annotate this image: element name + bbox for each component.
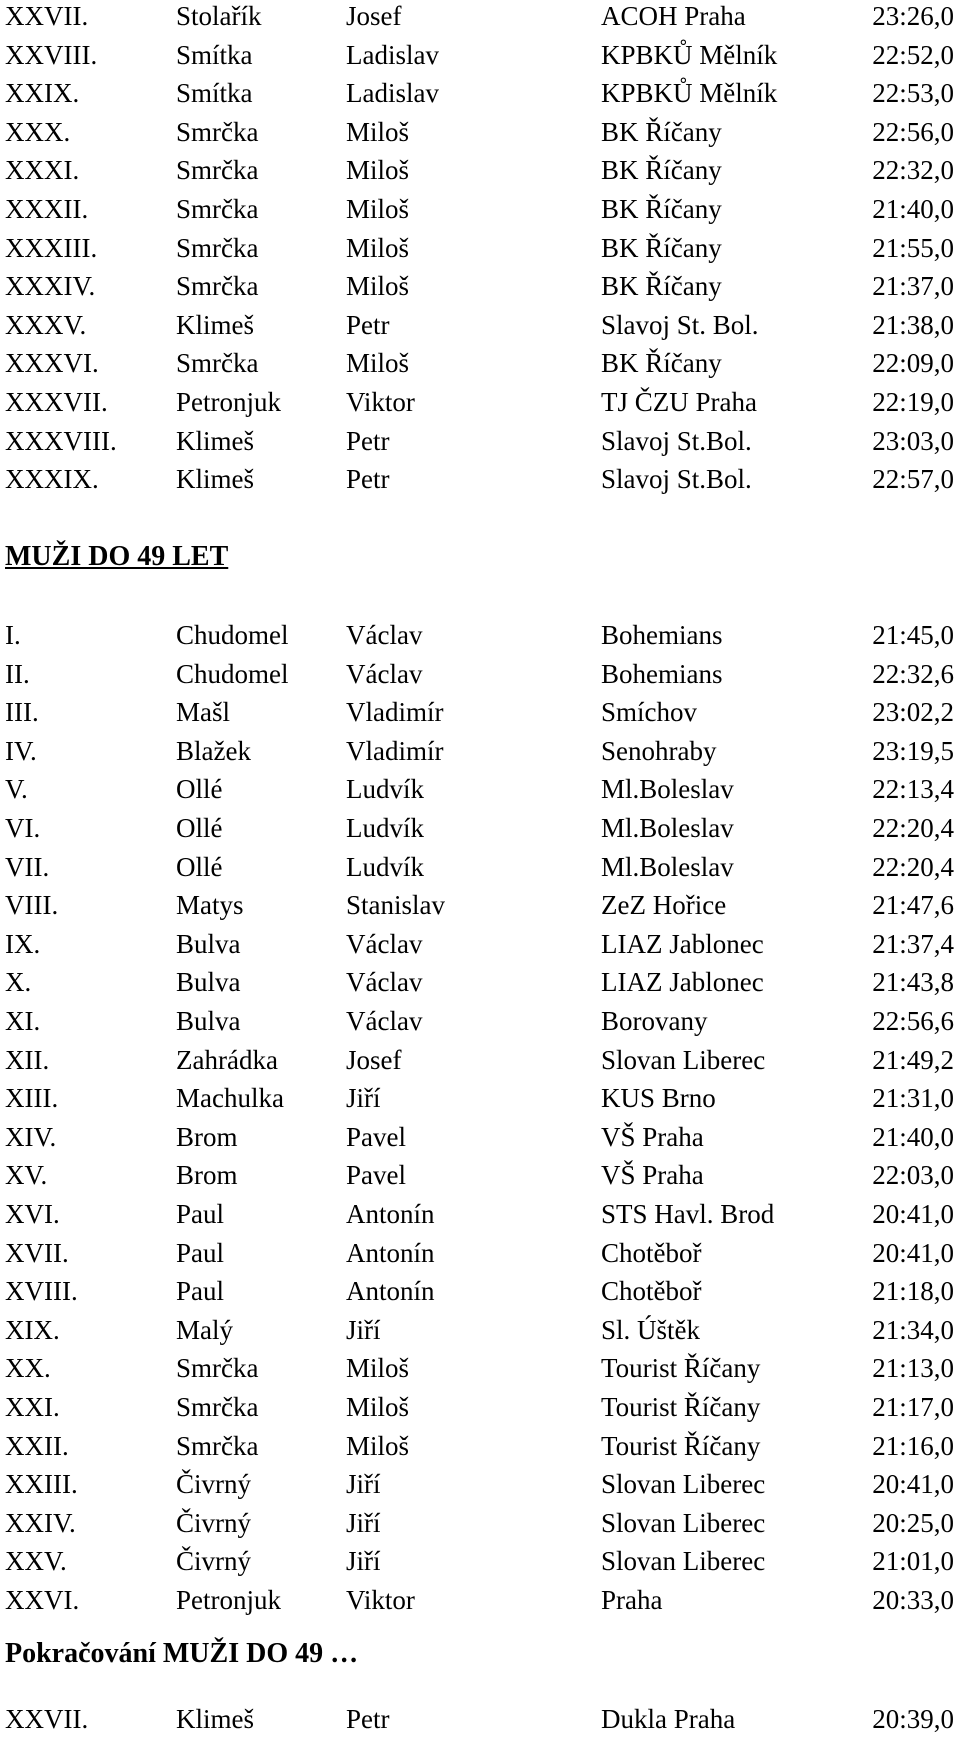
time-cell: 21:17,0 [872, 1392, 954, 1422]
surname-cell: Smítka [176, 78, 253, 109]
time-cell: 22:20,4 [872, 813, 954, 843]
surname-cell: Smrčka [176, 1392, 259, 1422]
table-row [0, 848, 960, 886]
rank-cell: XXVIII. [5, 39, 98, 70]
firstname-cell: Miloš [346, 1430, 410, 1461]
surname-cell: Bulva [176, 1006, 241, 1036]
time-cell: 20:41,0 [872, 1237, 954, 1268]
section-heading-men-under-49: MUŽI DO 49 LET [5, 541, 229, 572]
rank-cell: XXXI. [5, 155, 80, 186]
firstname-cell: Miloš [346, 1392, 410, 1422]
firstname-cell: Ladislav [346, 39, 439, 70]
firstname-cell: Josef [346, 1, 402, 31]
surname-cell: Smrčka [176, 348, 259, 379]
table-row [0, 460, 960, 498]
club-cell: Ml.Boleslav [601, 813, 734, 843]
firstname-cell: Josef [346, 1044, 402, 1075]
surname-cell: Stolařík [176, 1, 262, 31]
surname-cell: Matys [176, 890, 244, 921]
table-row [0, 1427, 960, 1465]
time-cell: 22:03,0 [872, 1160, 954, 1191]
club-cell: Slovan Liberec [601, 1044, 766, 1075]
rank-cell: III. [5, 697, 39, 728]
surname-cell: Machulka [176, 1083, 284, 1114]
rank-cell: XXXII. [5, 194, 89, 224]
rank-cell: XXIX. [5, 78, 80, 109]
table-row [0, 1465, 960, 1503]
surname-cell: Smrčka [176, 1353, 259, 1384]
rank-cell: XVIII. [5, 1276, 78, 1307]
table-row [0, 925, 960, 963]
time-cell: 20:33,0 [872, 1585, 954, 1615]
rank-cell: XI. [5, 1006, 41, 1036]
rank-cell: XXVII. [5, 1704, 89, 1734]
time-cell: 22:19,0 [872, 387, 954, 417]
table-row [0, 886, 960, 924]
rank-cell: VIII. [5, 890, 59, 921]
club-cell: LIAZ Jablonec [601, 967, 764, 998]
time-cell: 22:56,0 [872, 116, 954, 147]
table-row [0, 655, 960, 693]
firstname-cell: Miloš [346, 1353, 410, 1384]
firstname-cell: Jiří [346, 1314, 381, 1345]
surname-cell: Čivrný [176, 1507, 252, 1538]
club-cell: Slovan Liberec [601, 1546, 766, 1577]
time-cell: 21:40,0 [872, 1121, 954, 1152]
rank-cell: XXI. [5, 1392, 60, 1422]
rank-cell: II. [5, 658, 30, 689]
firstname-cell: Ludvík [346, 774, 424, 805]
firstname-cell: Viktor [346, 387, 415, 417]
table-row [0, 267, 960, 305]
club-cell: BK Říčany [601, 232, 722, 263]
firstname-cell: Miloš [346, 116, 410, 147]
firstname-cell: Miloš [346, 194, 410, 224]
club-cell: ACOH Praha [601, 1, 746, 31]
table-row [0, 74, 960, 112]
club-cell: Chotěboř [601, 1276, 702, 1307]
rank-cell: XXX. [5, 116, 71, 147]
club-cell: TJ ČZU Praha [601, 387, 757, 417]
firstname-cell: Miloš [346, 271, 410, 302]
time-cell: 21:37,4 [872, 928, 954, 959]
firstname-cell: Antonín [346, 1276, 435, 1307]
surname-cell: Paul [176, 1199, 225, 1229]
club-cell: Smíchov [601, 697, 698, 728]
time-cell: 20:25,0 [872, 1507, 954, 1538]
table-row [0, 1234, 960, 1272]
club-cell: Senohraby [601, 735, 717, 766]
surname-cell: Klimeš [176, 1704, 254, 1734]
club-cell: Bohemians [601, 620, 723, 650]
firstname-cell: Petr [346, 1704, 390, 1734]
club-cell: LIAZ Jablonec [601, 928, 764, 959]
club-cell: ZeZ Hořice [601, 890, 727, 921]
surname-cell: Zahrádka [176, 1044, 278, 1075]
club-cell: Dukla Praha [601, 1704, 736, 1734]
rank-cell: XXII. [5, 1430, 69, 1461]
club-cell: Sl. Úštěk [601, 1314, 701, 1345]
rank-cell: XXIV. [5, 1507, 76, 1538]
rank-cell: XXXVII. [5, 387, 108, 417]
time-cell: 22:52,0 [872, 39, 954, 70]
time-cell: 20:41,0 [872, 1469, 954, 1500]
time-cell: 21:01,0 [872, 1546, 954, 1577]
time-cell: 21:47,6 [872, 890, 954, 921]
firstname-cell: Jiří [346, 1507, 381, 1538]
table-row [0, 1311, 960, 1349]
surname-cell: Smrčka [176, 232, 259, 263]
rank-cell: XXIII. [5, 1469, 78, 1500]
club-cell: Praha [601, 1585, 663, 1615]
surname-cell: Paul [176, 1237, 225, 1268]
firstname-cell: Ladislav [346, 78, 439, 109]
club-cell: BK Říčany [601, 271, 722, 302]
firstname-cell: Petr [346, 425, 390, 456]
club-cell: Slavoj St.Bol. [601, 464, 752, 495]
rank-cell: VI. [5, 813, 41, 843]
table-row [0, 383, 960, 421]
club-cell: Ml.Boleslav [601, 774, 734, 805]
rank-cell: XXXIII. [5, 232, 98, 263]
firstname-cell: Antonín [346, 1237, 435, 1268]
table-row [0, 1388, 960, 1426]
time-cell: 22:56,6 [872, 1006, 954, 1036]
firstname-cell: Vladimír [346, 697, 444, 728]
surname-cell: Smítka [176, 39, 253, 70]
table-row [0, 770, 960, 808]
surname-cell: Bulva [176, 967, 241, 998]
time-cell: 20:39,0 [872, 1704, 954, 1734]
firstname-cell: Pavel [346, 1121, 406, 1152]
rank-cell: XIX. [5, 1314, 60, 1345]
time-cell: 22:32,6 [872, 658, 954, 689]
rank-cell: XVI. [5, 1199, 60, 1229]
club-cell: BK Říčany [601, 155, 722, 186]
section-heading-continuation: Pokračování MUŽI DO 49 … [5, 1638, 359, 1669]
club-cell: Borovany [601, 1006, 708, 1036]
firstname-cell: Václav [346, 928, 423, 959]
club-cell: Ml.Boleslav [601, 851, 734, 882]
surname-cell: Klimeš [176, 309, 254, 340]
rank-cell: V. [5, 774, 28, 805]
surname-cell: Ollé [176, 813, 223, 843]
rank-cell: XXXVIII. [5, 425, 117, 456]
time-cell: 21:13,0 [872, 1353, 954, 1384]
time-cell: 20:41,0 [872, 1199, 954, 1229]
rank-cell: X. [5, 967, 32, 998]
firstname-cell: Václav [346, 967, 423, 998]
rank-cell: IV. [5, 735, 37, 766]
time-cell: 21:40,0 [872, 194, 954, 224]
table-row [0, 344, 960, 382]
firstname-cell: Václav [346, 658, 423, 689]
time-cell: 21:49,2 [872, 1044, 954, 1075]
club-cell: Chotěboř [601, 1237, 702, 1268]
club-cell: KPBKŮ Mělník [601, 78, 778, 109]
table-row [0, 1272, 960, 1310]
firstname-cell: Miloš [346, 232, 410, 263]
time-cell: 21:43,8 [872, 967, 954, 998]
surname-cell: Mašl [176, 697, 230, 728]
table-row [0, 1542, 960, 1580]
rank-cell: VII. [5, 851, 50, 882]
table-row [0, 1118, 960, 1156]
firstname-cell: Jiří [346, 1546, 381, 1577]
table-row [0, 1581, 960, 1619]
club-cell: KPBKŮ Mělník [601, 39, 778, 70]
table-row [0, 422, 960, 460]
table-row [0, 113, 960, 151]
table-row [0, 36, 960, 74]
table-row [0, 1002, 960, 1040]
surname-cell: Čivrný [176, 1469, 252, 1500]
surname-cell: Smrčka [176, 1430, 259, 1461]
surname-cell: Petronjuk [176, 1585, 281, 1615]
rank-cell: I. [5, 620, 21, 650]
firstname-cell: Viktor [346, 1585, 415, 1615]
rank-cell: IX. [5, 928, 41, 959]
club-cell: Bohemians [601, 658, 723, 689]
time-cell: 23:03,0 [872, 425, 954, 456]
club-cell: KUS Brno [601, 1083, 716, 1114]
surname-cell: Smrčka [176, 116, 259, 147]
firstname-cell: Jiří [346, 1469, 381, 1500]
club-cell: Tourist Říčany [601, 1392, 761, 1422]
firstname-cell: Petr [346, 464, 390, 495]
time-cell: 23:26,0 [872, 1, 954, 31]
firstname-cell: Stanislav [346, 890, 445, 921]
time-cell: 21:55,0 [872, 232, 954, 263]
club-cell: VŠ Praha [601, 1160, 704, 1191]
firstname-cell: Ludvík [346, 813, 424, 843]
time-cell: 22:57,0 [872, 464, 954, 495]
table-row [0, 809, 960, 847]
firstname-cell: Pavel [346, 1160, 406, 1191]
club-cell: Tourist Říčany [601, 1353, 761, 1384]
time-cell: 21:31,0 [872, 1083, 954, 1114]
firstname-cell: Jiří [346, 1083, 381, 1114]
surname-cell: Paul [176, 1276, 225, 1307]
time-cell: 21:34,0 [872, 1314, 954, 1345]
firstname-cell: Petr [346, 309, 390, 340]
surname-cell: Klimeš [176, 425, 254, 456]
time-cell: 21:18,0 [872, 1276, 954, 1307]
surname-cell: Brom [176, 1160, 238, 1191]
rank-cell: XXXIV. [5, 271, 96, 302]
club-cell: Slovan Liberec [601, 1469, 766, 1500]
table-row [0, 1156, 960, 1194]
club-cell: Slavoj St. Bol. [601, 309, 759, 340]
rank-cell: XXXV. [5, 309, 87, 340]
time-cell: 21:16,0 [872, 1430, 954, 1461]
time-cell: 23:19,5 [872, 735, 954, 766]
club-cell: Slovan Liberec [601, 1507, 766, 1538]
time-cell: 22:53,0 [872, 78, 954, 109]
table-row [0, 151, 960, 189]
table-row [0, 1041, 960, 1079]
table-row [0, 693, 960, 731]
rank-cell: XII. [5, 1044, 50, 1075]
surname-cell: Smrčka [176, 194, 259, 224]
time-cell: 21:45,0 [872, 620, 954, 650]
table-row [0, 1700, 960, 1738]
firstname-cell: Václav [346, 620, 423, 650]
table-row [0, 306, 960, 344]
club-cell: BK Říčany [601, 116, 722, 147]
firstname-cell: Miloš [346, 155, 410, 186]
surname-cell: Ollé [176, 851, 223, 882]
surname-cell: Blažek [176, 735, 251, 766]
rank-cell: XXV. [5, 1546, 67, 1577]
club-cell: BK Říčany [601, 194, 722, 224]
rank-cell: XXVI. [5, 1585, 80, 1615]
firstname-cell: Miloš [346, 348, 410, 379]
club-cell: STS Havl. Brod [601, 1199, 775, 1229]
time-cell: 23:02,2 [872, 697, 954, 728]
table-row [0, 0, 960, 35]
surname-cell: Smrčka [176, 271, 259, 302]
surname-cell: Bulva [176, 928, 241, 959]
table-row [0, 1349, 960, 1387]
rank-cell: XIV. [5, 1121, 57, 1152]
rank-cell: XXXVI. [5, 348, 99, 379]
surname-cell: Malý [176, 1314, 233, 1345]
table-row [0, 1079, 960, 1117]
rank-cell: XXVII. [5, 1, 89, 31]
club-cell: Tourist Říčany [601, 1430, 761, 1461]
surname-cell: Chudomel [176, 658, 289, 689]
surname-cell: Ollé [176, 774, 223, 805]
rank-cell: XX. [5, 1353, 51, 1384]
table-row [0, 229, 960, 267]
table-row [0, 1195, 960, 1233]
time-cell: 22:13,4 [872, 774, 954, 805]
table-row [0, 732, 960, 770]
surname-cell: Petronjuk [176, 387, 281, 417]
surname-cell: Čivrný [176, 1546, 252, 1577]
surname-cell: Klimeš [176, 464, 254, 495]
rank-cell: XXXIX. [5, 464, 99, 495]
time-cell: 21:37,0 [872, 271, 954, 302]
firstname-cell: Ludvík [346, 851, 424, 882]
table-row [0, 1504, 960, 1542]
firstname-cell: Vladimír [346, 735, 444, 766]
time-cell: 22:32,0 [872, 155, 954, 186]
surname-cell: Brom [176, 1121, 238, 1152]
time-cell: 21:38,0 [872, 309, 954, 340]
rank-cell: XV. [5, 1160, 48, 1191]
surname-cell: Chudomel [176, 620, 289, 650]
table-row [0, 963, 960, 1001]
firstname-cell: Antonín [346, 1199, 435, 1229]
club-cell: Slavoj St.Bol. [601, 425, 752, 456]
table-row [0, 190, 960, 228]
rank-cell: XIII. [5, 1083, 59, 1114]
firstname-cell: Václav [346, 1006, 423, 1036]
surname-cell: Smrčka [176, 155, 259, 186]
club-cell: VŠ Praha [601, 1121, 704, 1152]
table-row [0, 616, 960, 654]
club-cell: BK Říčany [601, 348, 722, 379]
time-cell: 22:20,4 [872, 851, 954, 882]
time-cell: 22:09,0 [872, 348, 954, 379]
rank-cell: XVII. [5, 1237, 69, 1268]
